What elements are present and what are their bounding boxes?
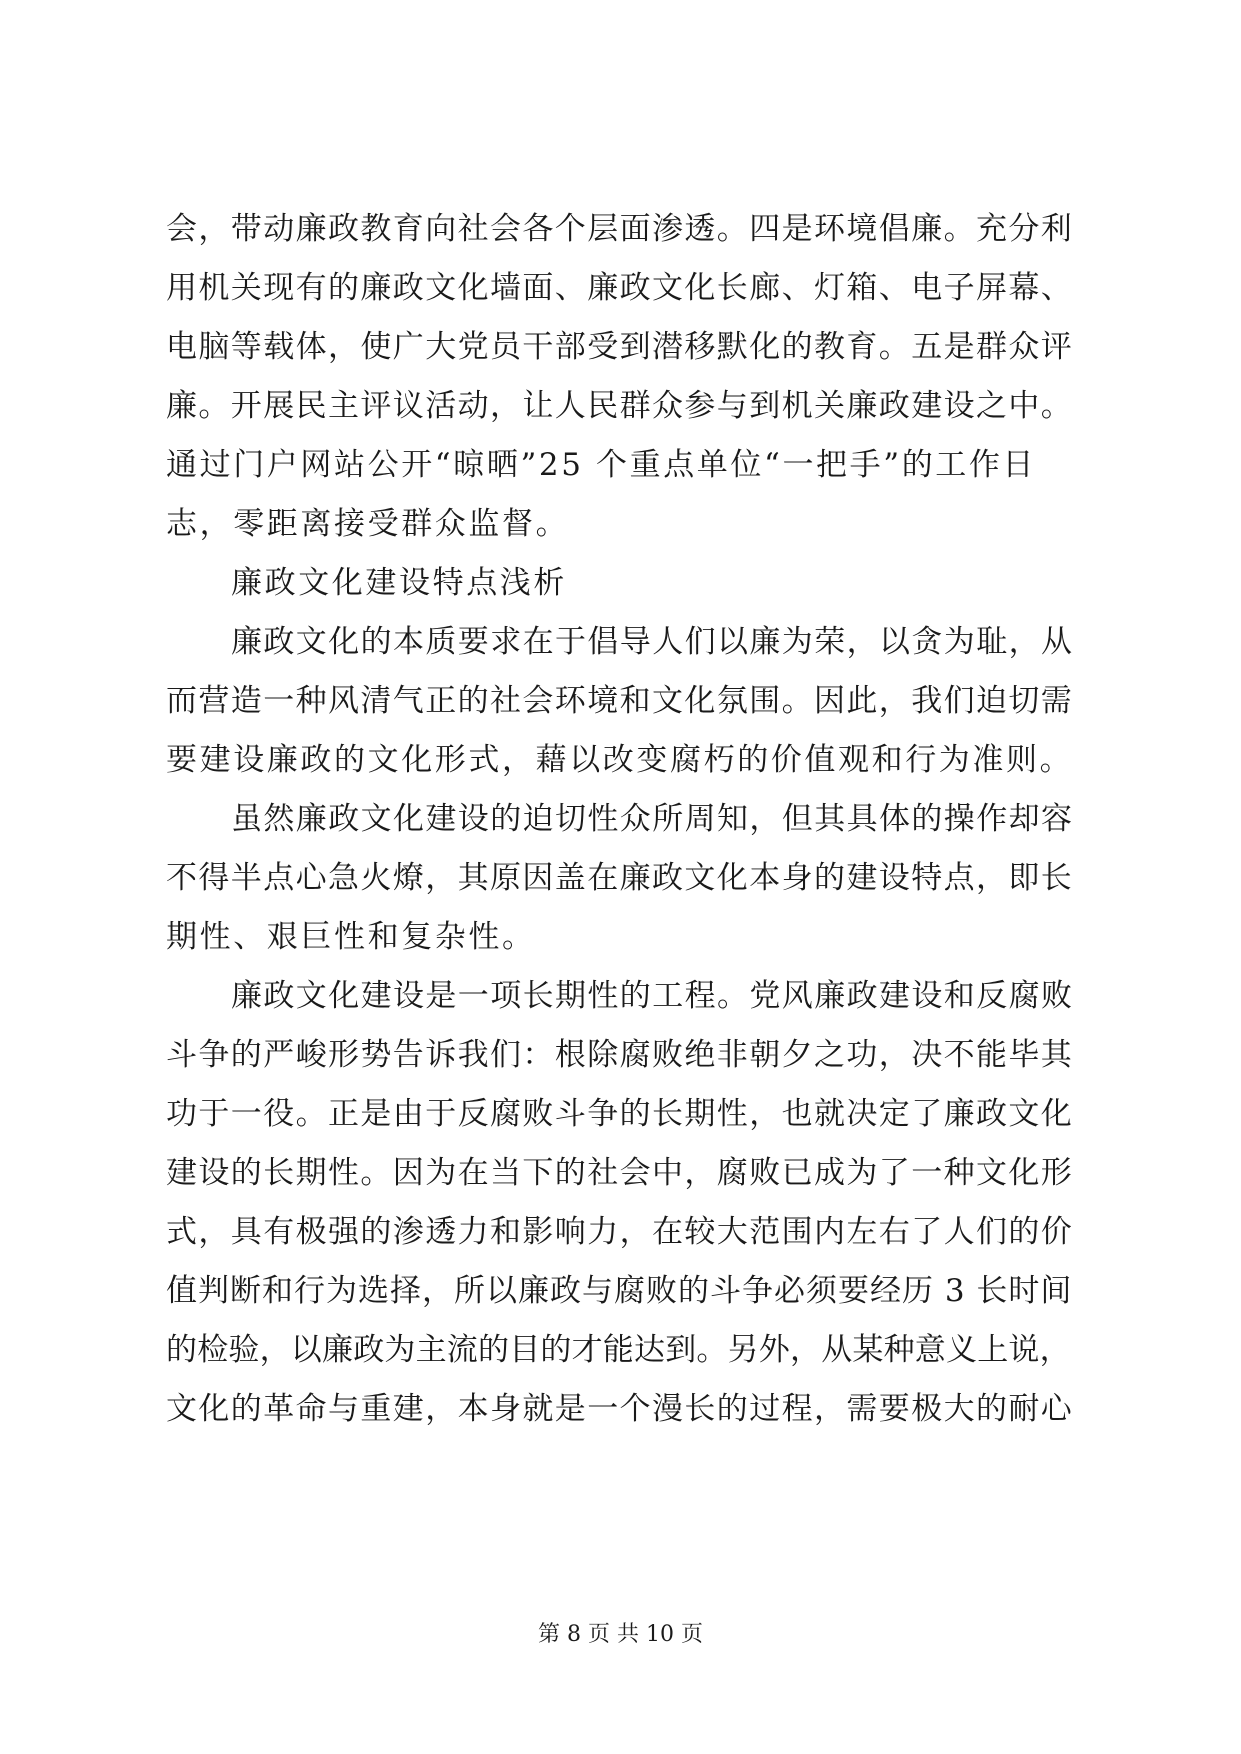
paragraph-first-line: 廉政文化的本质要求在于倡导人们以廉为荣，以贪为耻，从	[231, 624, 1074, 660]
body-text-line: 功于一役。正是由于反腐败斗争的长期性，也就决定了廉政文化	[166, 1096, 1074, 1132]
body-text-line: 斗争的严峻形势告诉我们：根除腐败绝非朝夕之功，决不能毕其	[166, 1037, 1074, 1073]
body-text-line: 要建设廉政的文化形式，藉以改变腐朽的价值观和行为准则。	[166, 742, 1074, 778]
body-text-line: 建设的长期性。因为在当下的社会中，腐败已成为了一种文化形	[166, 1155, 1074, 1191]
body-text-line: 通过门户网站公开“晾晒”25 个重点单位“一把手”的工作日	[166, 447, 1037, 483]
body-text-line: 志，零距离接受群众监督。	[166, 506, 570, 542]
body-text-line: 而营造一种风清气正的社会环境和文化氛围。因此，我们迫切需	[166, 683, 1074, 719]
body-text-line: 的检验，以廉政为主流的目的才能达到。另外，从某种意义上说，	[166, 1332, 1071, 1368]
body-text-line: 文化的革命与重建，本身就是一个漫长的过程，需要极大的耐心	[166, 1391, 1074, 1427]
body-text-line: 值判断和行为选择，所以廉政与腐败的斗争必须要经历 3 长时间	[166, 1273, 1073, 1309]
page-number-footer: 第 8 页 共 10 页	[538, 1622, 703, 1647]
section-heading: 廉政文化建设特点浅析	[231, 565, 567, 601]
paragraph-first-line: 虽然廉政文化建设的迫切性众所周知，但其具体的操作却容	[231, 801, 1074, 837]
body-text-line: 不得半点心急火燎，其原因盖在廉政文化本身的建设特点，即长	[166, 860, 1074, 896]
body-text-line: 会，带动廉政教育向社会各个层面渗透。四是环境倡廉。充分利	[166, 211, 1074, 247]
body-text-line: 用机关现有的廉政文化墙面、廉政文化长廊、灯箱、电子屏幕、	[166, 270, 1074, 306]
body-text-line: 电脑等载体，使广大党员干部受到潜移默化的教育。五是群众评	[166, 329, 1074, 365]
body-text-line: 期性、艰巨性和复杂性。	[166, 919, 536, 955]
paragraph-first-line: 廉政文化建设是一项长期性的工程。党风廉政建设和反腐败	[231, 978, 1074, 1014]
body-text-line: 式，具有极强的渗透力和影响力，在较大范围内左右了人们的价	[166, 1214, 1074, 1250]
body-text-line: 廉。开展民主评议活动，让人民群众参与到机关廉政建设之中。	[166, 388, 1074, 424]
